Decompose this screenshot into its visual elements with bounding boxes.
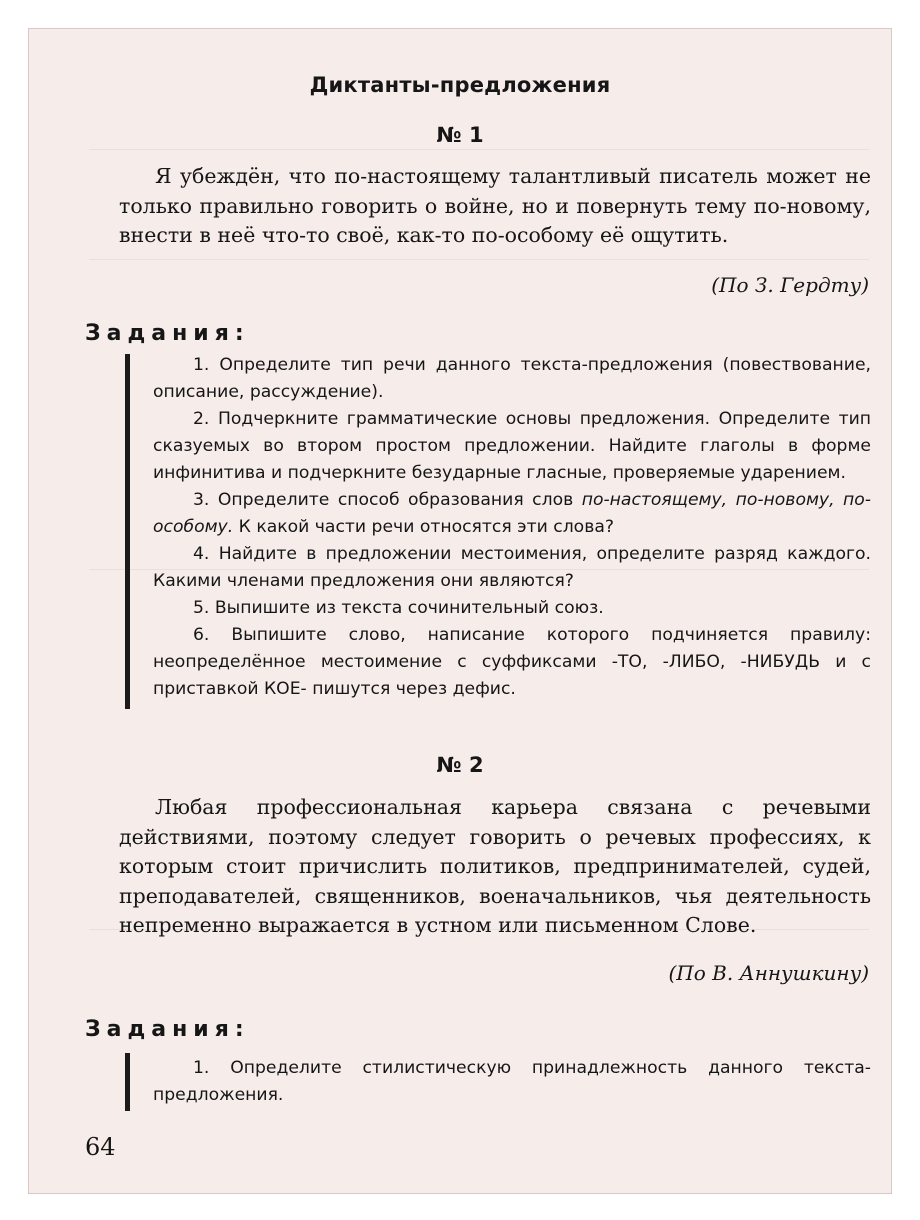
tasks-side-bar: [125, 354, 130, 709]
tasks-heading-2: Задания:: [85, 1017, 250, 1042]
task-item: 1. Определите стилистическую принадлежность данного текста-предложения.: [153, 1058, 871, 1105]
tasks-heading-1: Задания:: [85, 321, 250, 346]
dictation-2-text: Любая профессиональная карьера связана с речевыми действиями, поэтому следует говорить о речевых профессиях, к которым стоит причислить политиков, предпринимателей, судей, преподавателей, священников, военачальников, чья деятельность непременно выражается в устном или письменном Слове.: [119, 795, 871, 937]
tasks-list-2: [153, 1055, 871, 1109]
dictation-2-source: (По В. Аннушкину): [668, 961, 869, 985]
tasks-list-1: [153, 352, 871, 703]
book-page: [28, 28, 892, 1194]
page-title: Диктанты-предложения: [309, 73, 611, 97]
task-item: 5. Выпишите из текста сочинительный союз.: [193, 598, 604, 618]
dictation-2-number: № 2: [436, 753, 484, 777]
page-number: 64: [85, 1133, 116, 1161]
task-item: 6. Выпишите слово, написание которого подчиняется правилу: неопределённое местоимение с суффиксами -ТО, -ЛИБО, -НИБУДЬ и с приставкой КОЕ- пишутся через дефис.: [153, 625, 871, 699]
dictation-1-number: № 1: [436, 123, 484, 147]
task-item: 4. Найдите в предложении местоимения, определите разряд каждого. Какими членами предложения они являются?: [153, 544, 871, 591]
dictation-1-source: (По З. Гердту): [711, 273, 869, 297]
task-item: 2. Подчеркните грамматические основы предложения. Определите тип сказуемых во втором простом предложении. Найдите глаголы в форме инфинитива и подчеркните безударные гласные, проверяемые ударением.: [153, 409, 871, 483]
dictation-1-text: Я убеждён, что по-настоящему талантливый писатель может не только правильно говорить о войне, но и повернуть тему по-новому, внести в неё что-то своё, как-то по-особому её ощутить.: [119, 164, 871, 247]
task-item: 1. Определите тип речи данного текста-предложения (повествование, описание, рассуждение).: [153, 355, 871, 402]
italic-words: по-настоящему, по-новому, по-особому.: [153, 490, 871, 537]
task-item: 3. Определите способ образования слов по-настоящему, по-новому, по-особому. К какой части речи относятся эти слова?: [153, 490, 871, 537]
tasks-side-bar: [125, 1053, 130, 1111]
